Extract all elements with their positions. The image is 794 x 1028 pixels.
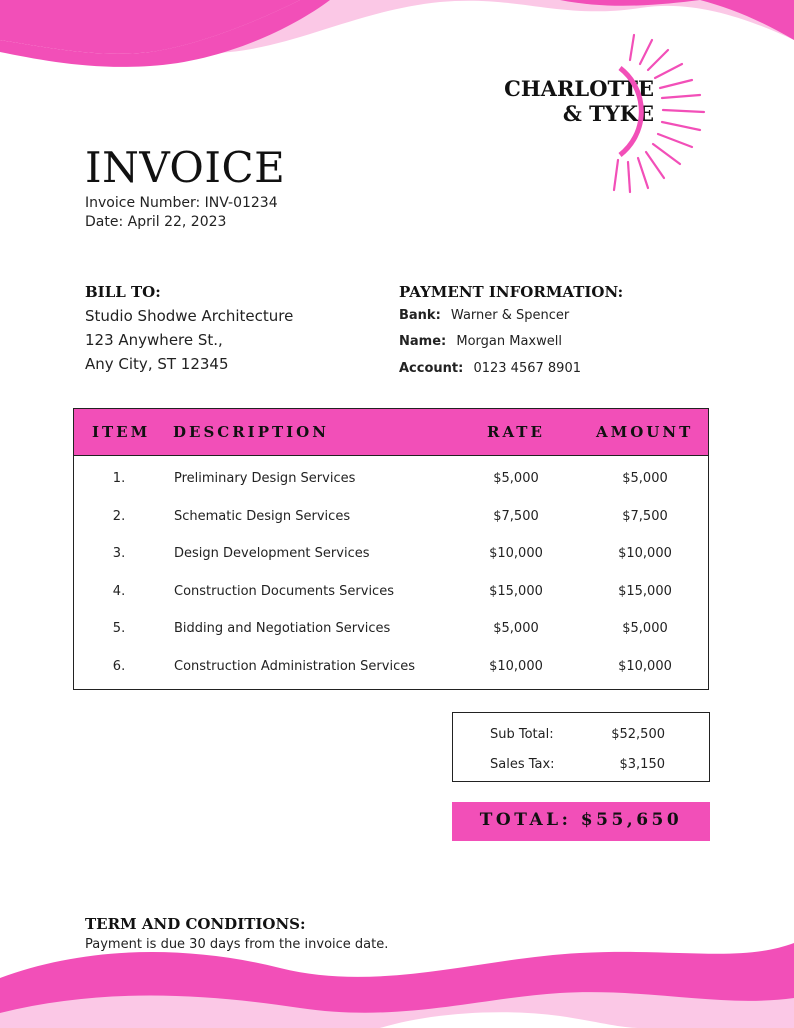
row-number: 5.	[112, 621, 126, 636]
row-amount: $15,000	[618, 584, 672, 599]
payment-account	[399, 361, 581, 376]
header-rate: RATE	[487, 423, 545, 441]
payment-bank-label: Bank:	[399, 308, 441, 323]
table-row	[74, 611, 708, 648]
table-row	[74, 461, 708, 498]
payment-account-label: Account:	[399, 361, 464, 376]
row-description: Construction Documents Services	[174, 584, 394, 599]
payment-name-label: Name:	[399, 334, 447, 349]
row-number: 2.	[112, 509, 126, 524]
row-number: 4.	[112, 584, 126, 599]
table-row	[74, 499, 708, 536]
table-row	[74, 649, 708, 686]
brand-name-line1: CHARLOTTE	[504, 76, 654, 101]
row-rate: $7,500	[493, 509, 539, 524]
invoice-title: INVOICE	[85, 143, 286, 192]
totals-box	[452, 712, 710, 782]
subtotal-value: $52,500	[611, 727, 665, 742]
bill-to-street: 123 Anywhere St.,	[85, 331, 223, 349]
row-description: Construction Administration Services	[174, 659, 415, 674]
row-rate: $5,000	[493, 471, 539, 486]
payment-info-heading: PAYMENT INFORMATION:	[399, 283, 624, 301]
payment-bank-value: Warner & Spencer	[450, 308, 570, 323]
sales-tax-label: Sales Tax:	[490, 757, 555, 772]
row-amount: $5,000	[622, 471, 668, 486]
row-amount: $10,000	[618, 546, 672, 561]
row-description: Bidding and Negotiation Services	[174, 621, 391, 636]
row-number: 1.	[112, 471, 126, 486]
row-number: 6.	[112, 659, 126, 674]
grand-total-text: TOTAL: $55,650	[479, 810, 683, 830]
header-description: DESCRIPTION	[173, 423, 329, 441]
row-number: 3.	[112, 546, 126, 561]
terms-text: Payment is due 30 days from the invoice date.	[85, 937, 389, 952]
row-description: Design Development Services	[174, 546, 370, 561]
bill-to-heading: BILL TO:	[85, 283, 161, 301]
table-row	[74, 536, 708, 573]
invoice-date: Date: April 22, 2023	[85, 214, 227, 230]
row-description: Schematic Design Services	[174, 509, 351, 524]
items-table-header	[74, 409, 708, 456]
subtotal-label: Sub Total:	[490, 727, 554, 742]
row-amount: $7,500	[622, 509, 668, 524]
bill-to-city: Any City, ST 12345	[85, 355, 229, 373]
payment-name-value: Morgan Maxwell	[456, 334, 562, 349]
sun-burst-icon	[600, 30, 710, 195]
header-item: ITEM	[92, 423, 151, 441]
table-row	[74, 574, 708, 611]
payment-bank	[399, 308, 569, 323]
payment-account-value: 0123 4567 8901	[473, 361, 581, 376]
row-amount: $5,000	[622, 621, 668, 636]
row-rate: $5,000	[493, 621, 539, 636]
payment-name	[399, 334, 562, 349]
row-amount: $10,000	[618, 659, 672, 674]
items-table	[73, 408, 709, 690]
sales-tax-value: $3,150	[619, 757, 665, 772]
terms-heading: TERM AND CONDITIONS:	[85, 915, 306, 933]
invoice-number: Invoice Number: INV-01234	[85, 195, 278, 211]
row-rate: $10,000	[489, 546, 543, 561]
header-amount: AMOUNT	[596, 423, 694, 441]
row-rate: $15,000	[489, 584, 543, 599]
row-rate: $10,000	[489, 659, 543, 674]
bill-to-company: Studio Shodwe Architecture	[85, 307, 294, 325]
row-description: Preliminary Design Services	[174, 471, 356, 486]
grand-total-bar	[452, 802, 710, 841]
brand-name-line2: & TYKE	[562, 101, 654, 126]
